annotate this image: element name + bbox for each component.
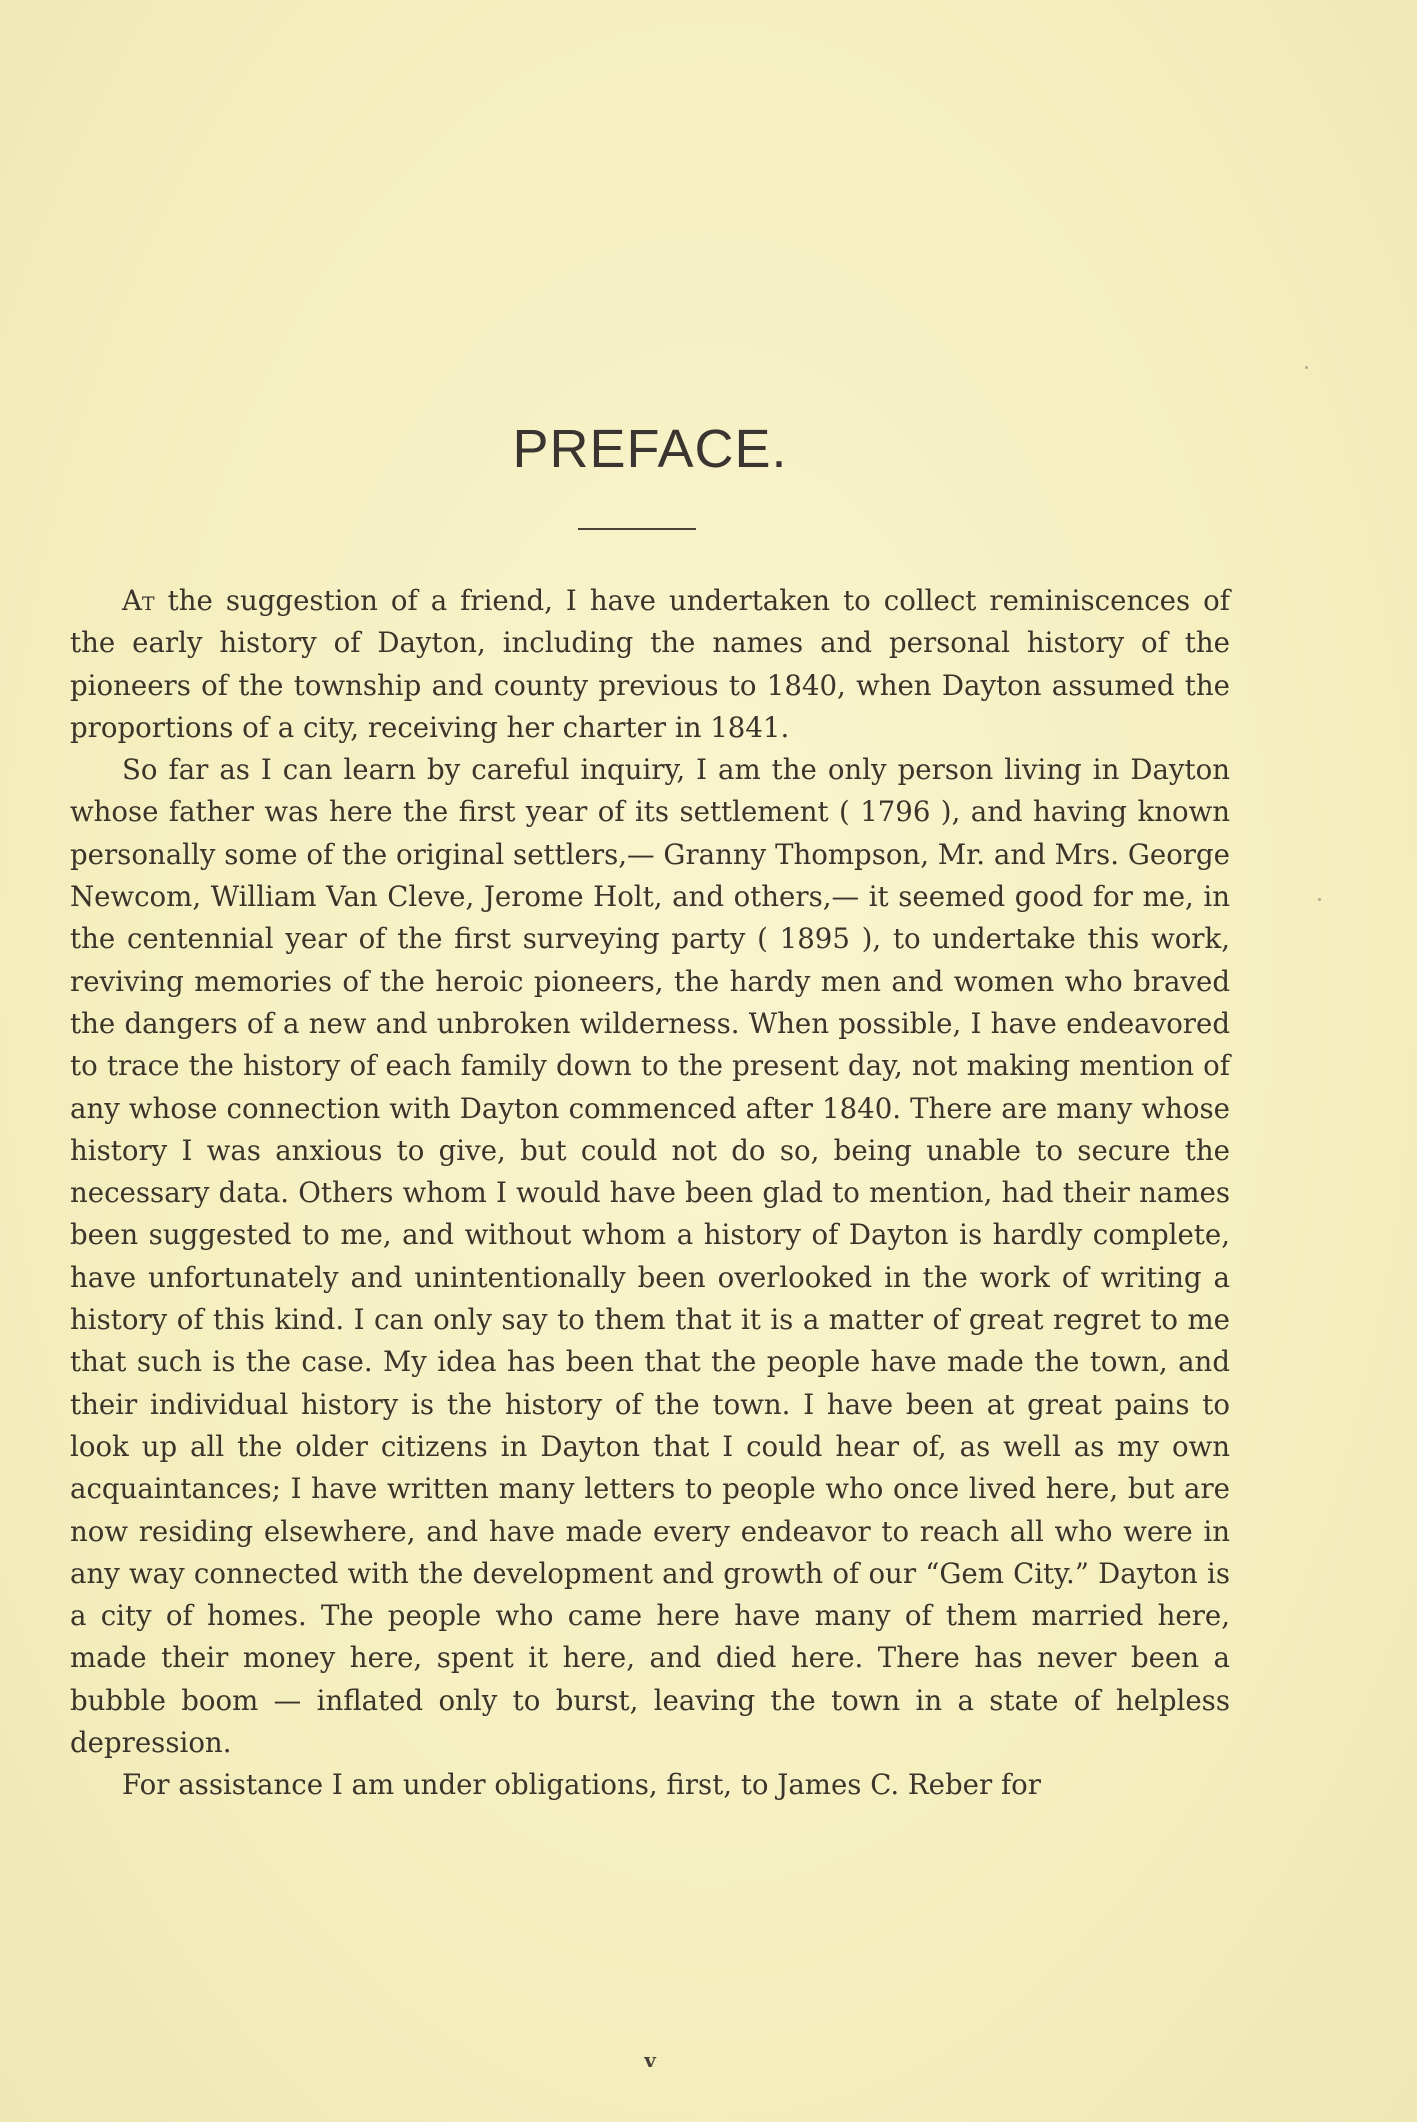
paper-speck: [1318, 898, 1321, 901]
preface-body: [70, 580, 1230, 1807]
paragraph-1: [70, 580, 1230, 749]
paragraph-text: For assistance I am under obligations, first, to James C. Reber for: [122, 1768, 1041, 1802]
paragraph-text: So far as I can learn by careful inquiry, I am the only person living in Dayton whose father was here the first year of its settlement ( 1796 ), and having known personally some of the original settlers,— Granny Thompson, Mr. and Mrs. George Newcom, William Van Cleve, Jerome Holt, and others,— it seemed good for me, in the centennial year of the first surveying party ( 1895 ), to undertake this work, reviving memories of the heroic pioneers, the hardy men and women who braved the dangers of a new and unbroken wilderness. When possible, I have endeavored to trace the history of each family down to the present day, not making mention of any whose connection with Dayton commenced after 1840. There are many whose history I was anxious to give, but could not do so, being unable to secure the necessary data. Others whom I would have been glad to mention, had their names been suggested to me, and without whom a history of Dayton is hardly complete, have unfortunately and unintentionally been overlooked in the work of writing a history of this kind. I can only say to them that it is a matter of great regret to me that such is the case. My idea has been that the people have made the town, and their individual history is the history of the town. I have been at great pains to look up all the older citizens in Dayton that I could hear of, as well as my own acquaintances; I have written many letters to people who once lived here, but are now residing elsewhere, and have made every endeavor to reach all who were in any way connected with the development and growth of our “Gem City.” Dayton is a city of homes. The people who came here have many of them married here, made their money here, spent it here, and died here. There has never been a bubble boom — inflated only to burst, leaving the town in a state of helpless depression.: [70, 753, 1230, 1760]
paragraph-2: [70, 749, 1230, 1764]
title-divider: [578, 528, 696, 530]
paragraph-text: the suggestion of a friend, I have undertaken to collect reminiscences of the early history of Dayton, including the names and personal history of the pioneers of the township and county previous to 1840, when Dayton assumed the proportions of a city, receiving her charter in 1841.: [70, 584, 1230, 744]
paragraph-lead-word: At: [122, 584, 155, 617]
page-title: PREFACE.: [512, 419, 788, 479]
page-number: v: [644, 2048, 656, 2072]
paragraph-3: [70, 1764, 1230, 1806]
paper-speck: [1305, 366, 1308, 369]
